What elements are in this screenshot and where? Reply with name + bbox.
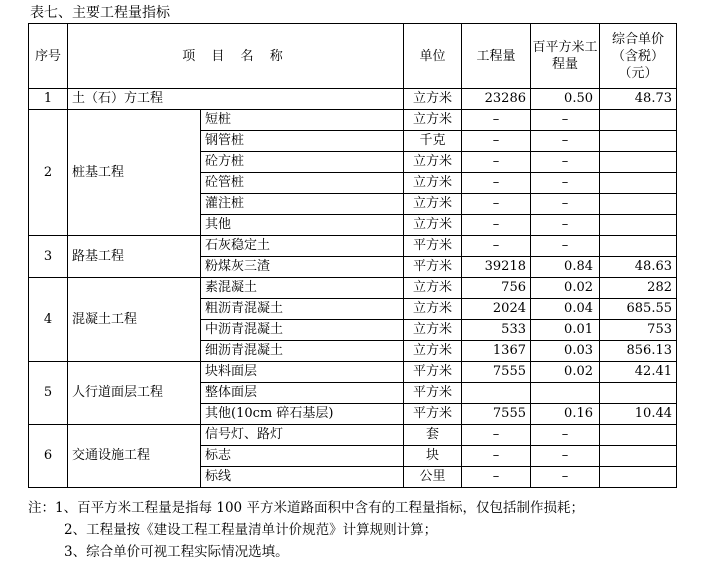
unit-cell: 立方米 (404, 89, 462, 110)
price-cell (600, 446, 677, 467)
group-cell: 土（石）方工程 (68, 89, 404, 110)
table-row (29, 362, 677, 383)
per100-cell: 0.02 (531, 278, 600, 299)
table-title: 表七、主要工程量指标 (30, 5, 170, 21)
item-cell: 中沥青混凝土 (201, 320, 404, 341)
price-cell (600, 215, 677, 236)
price-cell: 685.55 (600, 299, 677, 320)
table-row (29, 278, 677, 299)
qty-cell: – (462, 467, 531, 488)
price-cell (600, 110, 677, 131)
per100-cell (531, 383, 600, 404)
header-seq: 序号 (29, 24, 68, 89)
item-cell: 灌注桩 (201, 194, 404, 215)
item-cell: 钢管桩 (201, 131, 404, 152)
seq-cell: 5 (29, 362, 68, 425)
item-cell: 粗沥青混凝土 (201, 299, 404, 320)
qty-cell: 1367 (462, 341, 531, 362)
item-cell: 信号灯、路灯 (201, 425, 404, 446)
qty-cell: – (462, 236, 531, 257)
qty-cell: – (462, 425, 531, 446)
item-cell: 块料面层 (201, 362, 404, 383)
unit-cell: 立方米 (404, 320, 462, 341)
seq-cell: 4 (29, 278, 68, 362)
unit-cell: 立方米 (404, 299, 462, 320)
unit-cell: 立方米 (404, 278, 462, 299)
item-cell: 整体面层 (201, 383, 404, 404)
unit-cell: 块 (404, 446, 462, 467)
qty-cell: 7555 (462, 362, 531, 383)
header-per100: 百平方米工程量 (531, 24, 600, 89)
price-cell (600, 173, 677, 194)
unit-cell: 立方米 (404, 341, 462, 362)
note-1: 注：1、百平方米工程量是指每 100 平方米道路面积中含有的工程量指标，仅包括制作损耗； (28, 500, 584, 516)
unit-cell: 立方米 (404, 173, 462, 194)
table-notes (28, 497, 584, 563)
item-cell: 其他(10cm 碎石基层) (201, 404, 404, 425)
group-cell: 混凝土工程 (68, 278, 201, 362)
item-cell: 标志 (201, 446, 404, 467)
price-cell: 753 (600, 320, 677, 341)
per100-cell: 0.01 (531, 320, 600, 341)
qty-cell: 39218 (462, 257, 531, 278)
per100-cell: – (531, 152, 600, 173)
qty-cell: 7555 (462, 404, 531, 425)
item-cell: 短桩 (201, 110, 404, 131)
qty-cell: 756 (462, 278, 531, 299)
item-cell: 细沥青混凝土 (201, 341, 404, 362)
price-cell (600, 131, 677, 152)
item-cell: 其他 (201, 215, 404, 236)
item-cell: 砼管桩 (201, 173, 404, 194)
price-cell: 856.13 (600, 341, 677, 362)
unit-cell: 公里 (404, 467, 462, 488)
per100-cell: 0.16 (531, 404, 600, 425)
price-cell (600, 467, 677, 488)
seq-cell: 2 (29, 110, 68, 236)
price-cell: 282 (600, 278, 677, 299)
qty-cell: 2024 (462, 299, 531, 320)
unit-cell: 平方米 (404, 257, 462, 278)
unit-cell: 千克 (404, 131, 462, 152)
per100-cell: – (531, 425, 600, 446)
unit-cell: 立方米 (404, 194, 462, 215)
price-cell (600, 236, 677, 257)
per100-cell: – (531, 446, 600, 467)
price-cell (600, 194, 677, 215)
qty-cell: – (462, 110, 531, 131)
seq-cell: 6 (29, 425, 68, 488)
unit-cell: 平方米 (404, 404, 462, 425)
group-cell: 路基工程 (68, 236, 201, 278)
qty-cell: – (462, 131, 531, 152)
qty-cell: 533 (462, 320, 531, 341)
unit-cell: 套 (404, 425, 462, 446)
per100-cell: – (531, 236, 600, 257)
qty-cell: – (462, 194, 531, 215)
per100-cell: 0.02 (531, 362, 600, 383)
per100-cell: – (531, 110, 600, 131)
group-cell: 桩基工程 (68, 110, 201, 236)
item-cell: 石灰稳定土 (201, 236, 404, 257)
table-row (29, 89, 677, 110)
header-name: 项 目 名 称 (68, 24, 404, 89)
per100-cell: – (531, 131, 600, 152)
table-row (29, 425, 677, 446)
header-qty: 工程量 (462, 24, 531, 89)
unit-cell: 立方米 (404, 215, 462, 236)
per100-cell: – (531, 215, 600, 236)
qty-cell: – (462, 173, 531, 194)
table-row (29, 110, 677, 131)
per100-cell: 0.03 (531, 341, 600, 362)
unit-cell: 立方米 (404, 110, 462, 131)
per100-cell: 0.84 (531, 257, 600, 278)
note-2: 2、工程量按《建设工程工程量清单计价规范》计算规则计算； (64, 522, 438, 538)
qty-cell: – (462, 152, 531, 173)
per100-cell: – (531, 194, 600, 215)
qty-cell (462, 383, 531, 404)
seq-cell: 1 (29, 89, 68, 110)
price-cell: 48.63 (600, 257, 677, 278)
price-cell (600, 425, 677, 446)
unit-cell: 平方米 (404, 383, 462, 404)
header-price: 综合单价（含税）（元） (600, 24, 677, 89)
header-unit: 单位 (404, 24, 462, 89)
price-cell: 42.41 (600, 362, 677, 383)
unit-cell: 平方米 (404, 236, 462, 257)
per100-cell: – (531, 467, 600, 488)
price-cell: 10.44 (600, 404, 677, 425)
table-row (29, 236, 677, 257)
price-cell (600, 152, 677, 173)
price-cell: 48.73 (600, 89, 677, 110)
item-cell: 素混凝土 (201, 278, 404, 299)
qty-cell: – (462, 446, 531, 467)
group-cell: 人行道面层工程 (68, 362, 201, 425)
per100-cell: – (531, 173, 600, 194)
item-cell: 标线 (201, 467, 404, 488)
price-cell (600, 383, 677, 404)
unit-cell: 平方米 (404, 362, 462, 383)
engineering-quantity-table (28, 23, 677, 488)
item-cell: 粉煤灰三渣 (201, 257, 404, 278)
per100-cell: 0.04 (531, 299, 600, 320)
qty-cell: 23286 (462, 89, 531, 110)
header-row (29, 24, 677, 89)
item-cell: 砼方桩 (201, 152, 404, 173)
per100-cell: 0.50 (531, 89, 600, 110)
unit-cell: 立方米 (404, 152, 462, 173)
seq-cell: 3 (29, 236, 68, 278)
note-3: 3、综合单价可视工程实际情况选填。 (64, 544, 289, 560)
qty-cell: – (462, 215, 531, 236)
group-cell: 交通设施工程 (68, 425, 201, 488)
